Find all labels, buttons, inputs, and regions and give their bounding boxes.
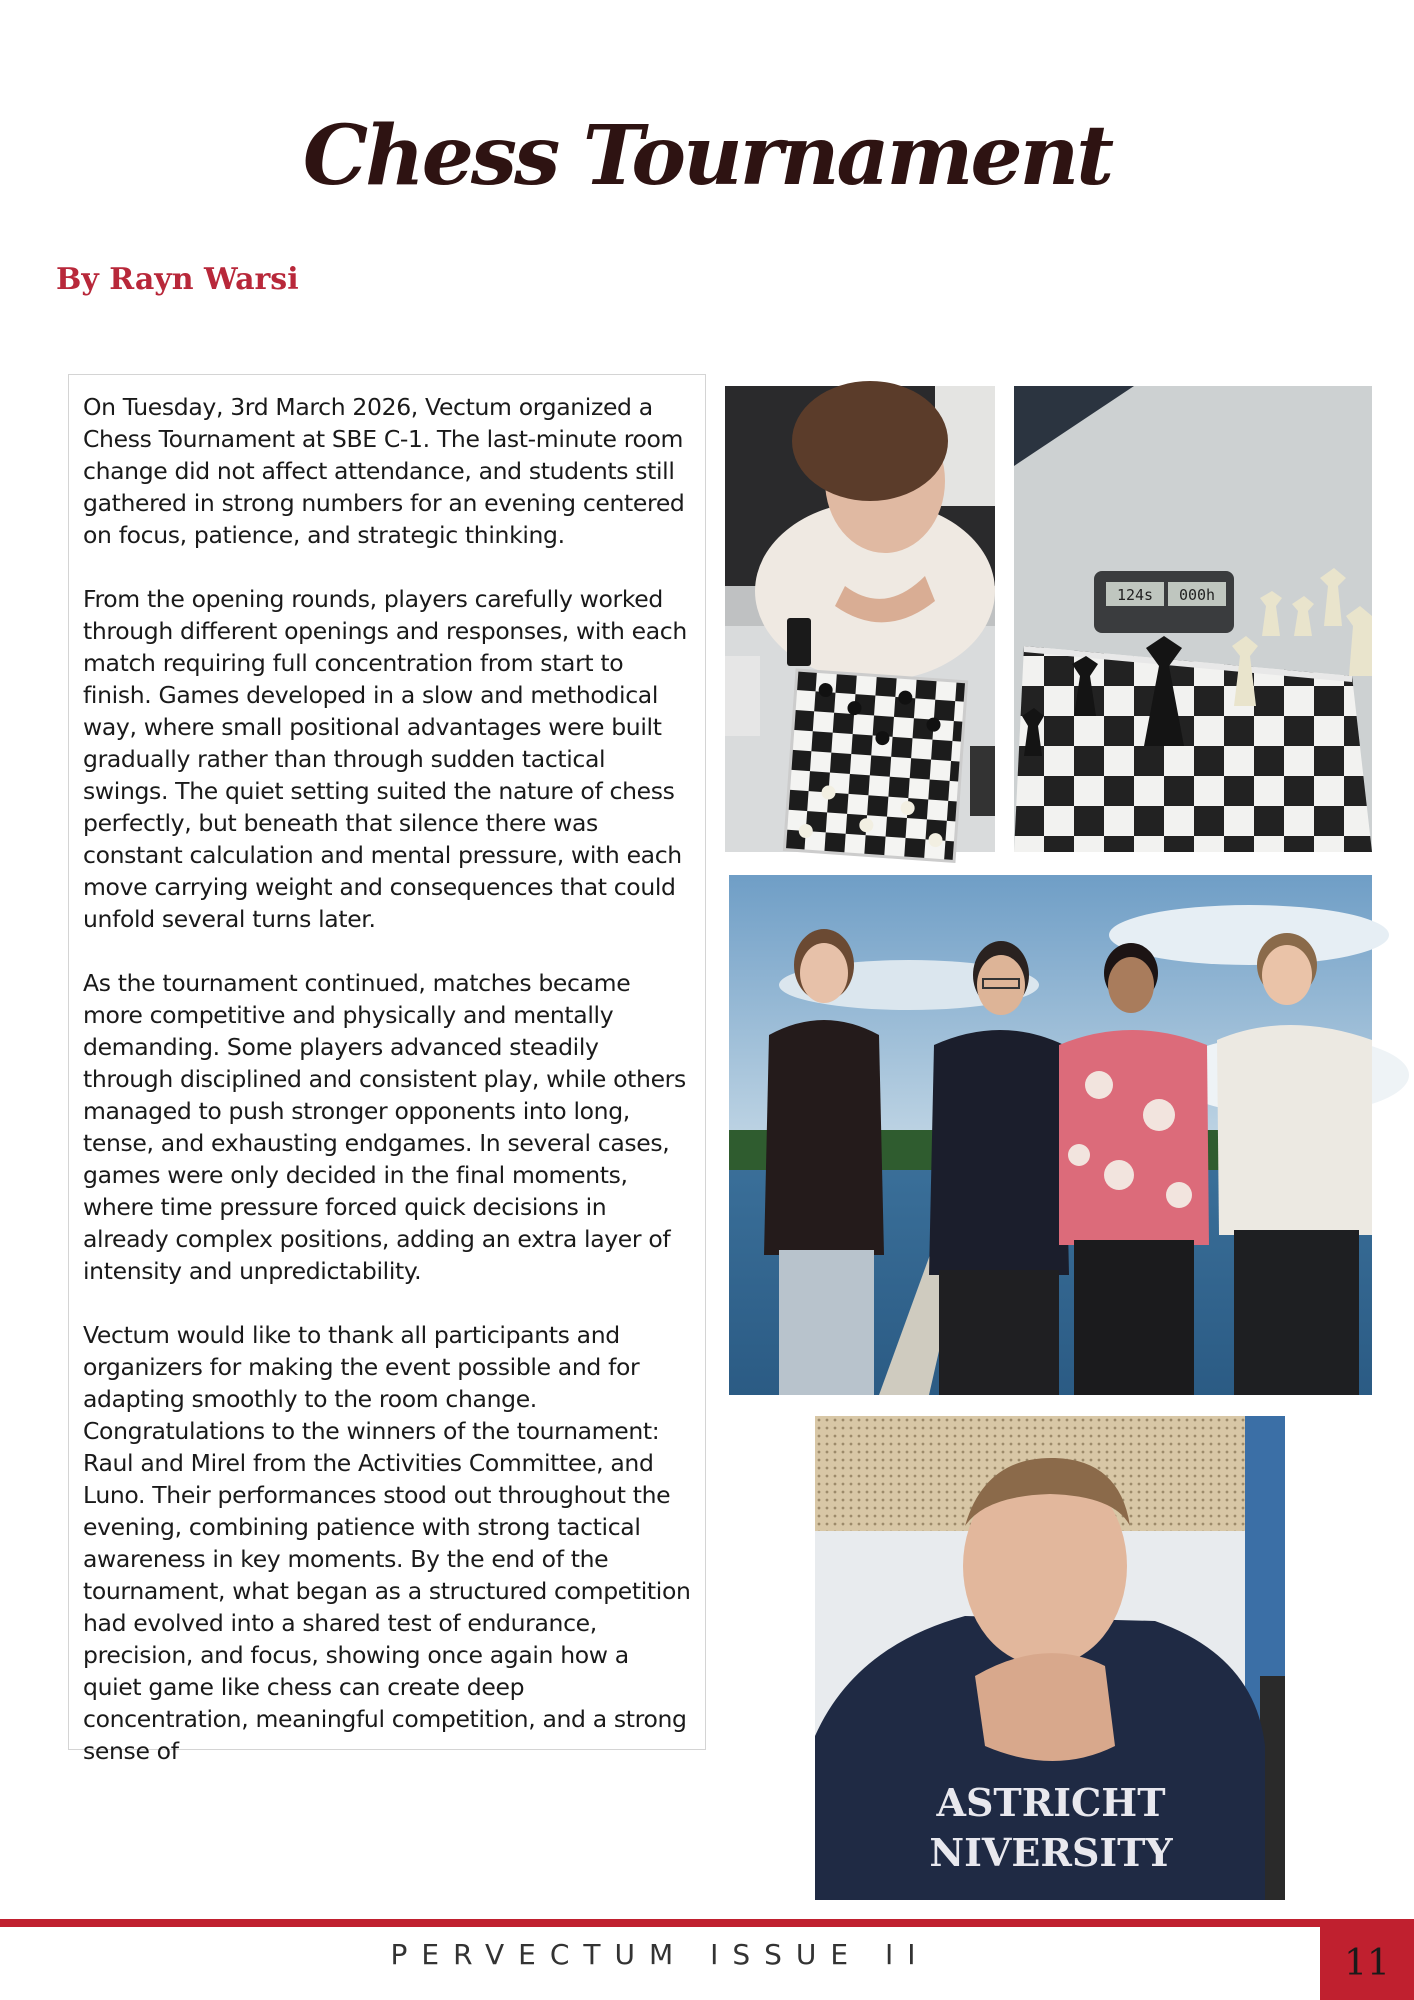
article-text-box	[68, 374, 706, 1765]
article-paragraph: From the opening rounds, players carefully worked through different openings and responses, with each match requiring full concentration from start to finish. Games developed in a slow and methodical way, where small positional advantages were built gradually rather than through sudden tactical swings. The quiet setting suited the nature of chess perfectly, but beneath that silence there was constant calculation and mental pressure, with each move carrying weight and consequences that could unfold several turns later.	[83, 585, 687, 933]
article-paragraph: Vectum would like to thank all participants and organizers for making the event possible and for adapting smoothly to the room change. Congratulations to the winners of the tournament: Raul and Mirel from the Activities Committee, and Luno. Their performances stood out throughout the evening, combining patience with strong tactical awareness in key moments. By the end of the tournament, what began as a structured competition had evolved into a shared test of endurance, precision, and focus, showing once again how a quiet game like chess can create deep concentration, meaningful competition, and a strong sense of	[83, 1321, 691, 1765]
author-byline: By Rayn Warsi	[56, 262, 299, 297]
footer-accent-bar	[0, 1919, 1414, 1927]
photo-board-with-clock	[1014, 386, 1372, 852]
photo-player-hoodie	[815, 1416, 1285, 1900]
page-number: 11	[1320, 1927, 1414, 2000]
article-paragraph: On Tuesday, 3rd March 2026, Vectum organized a Chess Tournament at SBE C-1. The last-minute room change did not affect attendance, and students still gathered in strong numbers for an evening centered on focus, patience, and strategic thinking.	[83, 393, 685, 549]
footer-publication: PERVECTUM ISSUE II	[390, 1938, 930, 1971]
hoodie-text-line1: ASTRICHT	[936, 1780, 1166, 1825]
clock-left-display: 124s	[1116, 586, 1154, 604]
clock-right-display: 000h	[1178, 586, 1216, 604]
photo-winners-group	[729, 875, 1372, 1395]
article-paragraph: As the tournament continued, matches became more competitive and physically and mentally demanding. Some players advanced steadily through disciplined and consistent play, while others managed to push stronger opponents into long, tense, and exhausting endgames. In several cases, games were only decided in the final moments, where time pressure forced quick decisions in already complex positions, adding an extra layer of intensity and unpredictability.	[83, 969, 686, 1285]
photo-player-thinking	[725, 386, 995, 852]
article-title: Chess Tournament	[302, 108, 1112, 204]
hoodie-text-line2: NIVERSITY	[929, 1830, 1173, 1875]
